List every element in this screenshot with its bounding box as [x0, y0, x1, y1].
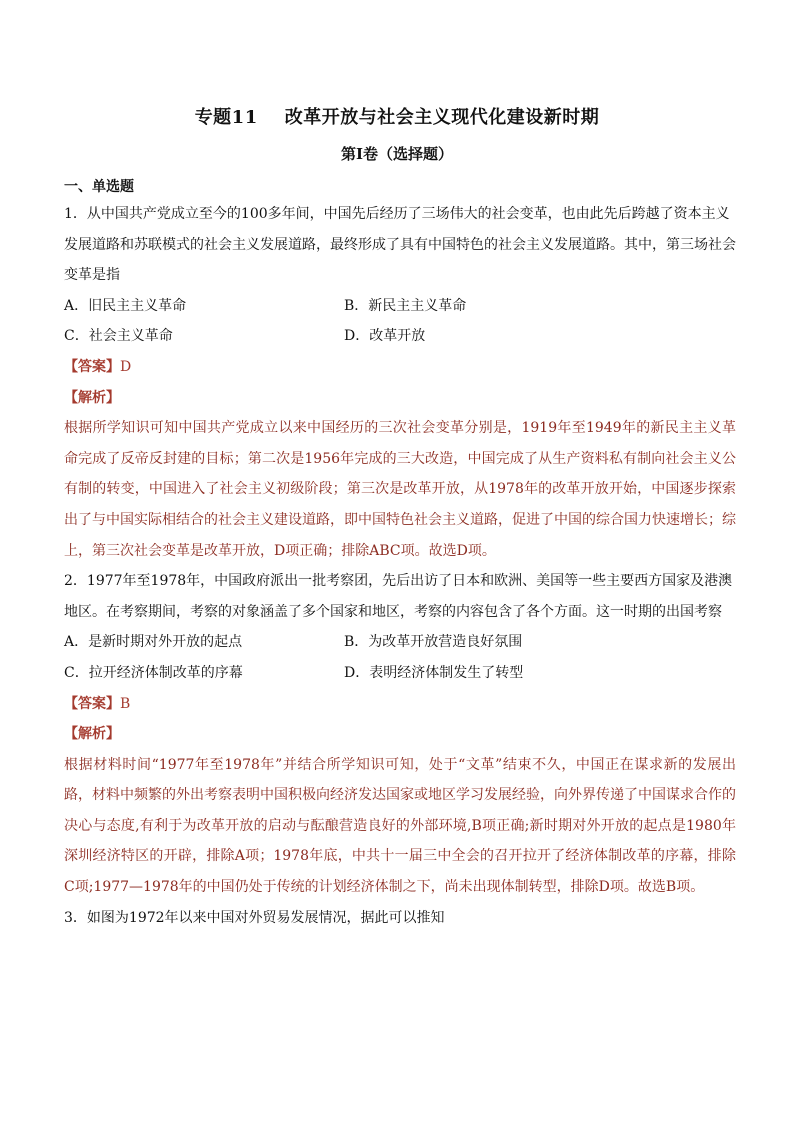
page-subtitle: 第I卷（选择题） [340, 145, 454, 163]
answer-label: 【答案】 [64, 695, 120, 712]
option-b: B．为改革开放营造良好氛围 [344, 634, 523, 651]
option-row [64, 658, 736, 689]
option-d: D．表明经济体制发生了转型 [344, 664, 524, 681]
answer-value: D [120, 358, 132, 375]
option-c: C．社会主义革命 [64, 328, 173, 345]
option-d: D．改革开放 [344, 328, 426, 345]
option-row [64, 321, 736, 352]
analysis-label: 【解析】 [64, 726, 120, 743]
question-3 [64, 903, 736, 934]
question-stem: 1．从中国共产党成立至今的100多年间，中国先后经历了三场伟大的社会变革，也由此先后跨越了资本主义发展道路和苏联模式的社会主义发展道路，最终形成了具有中国特色的社会主义发展道路。其中，第三场社会变革是指 [64, 206, 736, 284]
option-a: A．旧民主主义革命 [64, 297, 187, 314]
option-a: A．是新时期对外开放的起点 [64, 634, 243, 651]
option-row [64, 291, 736, 322]
question-list [64, 199, 736, 933]
page-title: 专题11 改革开放与社会主义现代化建设新时期 [194, 107, 600, 128]
answer-value: B [120, 695, 131, 712]
answer-label: 【答案】 [64, 358, 120, 375]
option-c: C．拉开经济体制改革的序幕 [64, 664, 243, 681]
question-1 [64, 199, 736, 566]
question-stem: 2．1977年至1978年，中国政府派出一批考察团，先后出访了日本和欧洲、美国等一些主要西方国家及港澳地区。在考察期间，考察的对象涵盖了多个国家和地区，考察的内容包含了各个方面。这一时期的出国考察 [64, 573, 733, 620]
option-row [64, 627, 736, 658]
question-stem: 3．如图为1972年以来中国对外贸易发展情况，据此可以推知 [64, 909, 445, 926]
section-heading: 一、单选题 [64, 179, 134, 195]
answer-line [64, 352, 736, 383]
answer-line [64, 689, 736, 720]
option-b: B．新民主主义革命 [344, 297, 467, 314]
question-2 [64, 566, 736, 903]
analysis-text: 根据所学知识可知中国共产党成立以来中国经历的三次社会变革分别是，1919年至1949年的新民主主义革命完成了反帝反封建的目标；第二次是1956年完成的三大改造，中国完成了从生产资料私有制向社会主义公有制的转变，中国进入了社会主义初级阶段；第三次是改革开放，从1978年的改革开放开始，中国逐步探索出了与中国实际相结合的社会主义建设道路，即中国特色社会主义道路，促进了中国的综合国力快速增长；综上，第三次社会变革是改革开放，D项正确；排除ABC项。故选D项。 [64, 420, 736, 559]
analysis-label: 【解析】 [64, 389, 120, 406]
analysis-text: 根据材料时间“1977年至1978年”并结合所学知识可知，处于“文革”结束不久，中国正在谋求新的发展出路，材料中频繁的外出考察表明中国积极向经济发达国家或地区学习发展经验，向外界传递了中国谋求合作的决心与态度,有利于为改革开放的启动与酝酿营造良好的外部环境,B项正确;新时期对外开放的起点是1980年深圳经济特区的开辟，排除A项；1978年底，中共十一届三中全会的召开拉开了经济体制改革的序幕，排除C项;1977—1978年的中国仍处于传统的计划经济体制之下，尚未出现体制转型，排除D项。故选B项。 [64, 756, 736, 896]
